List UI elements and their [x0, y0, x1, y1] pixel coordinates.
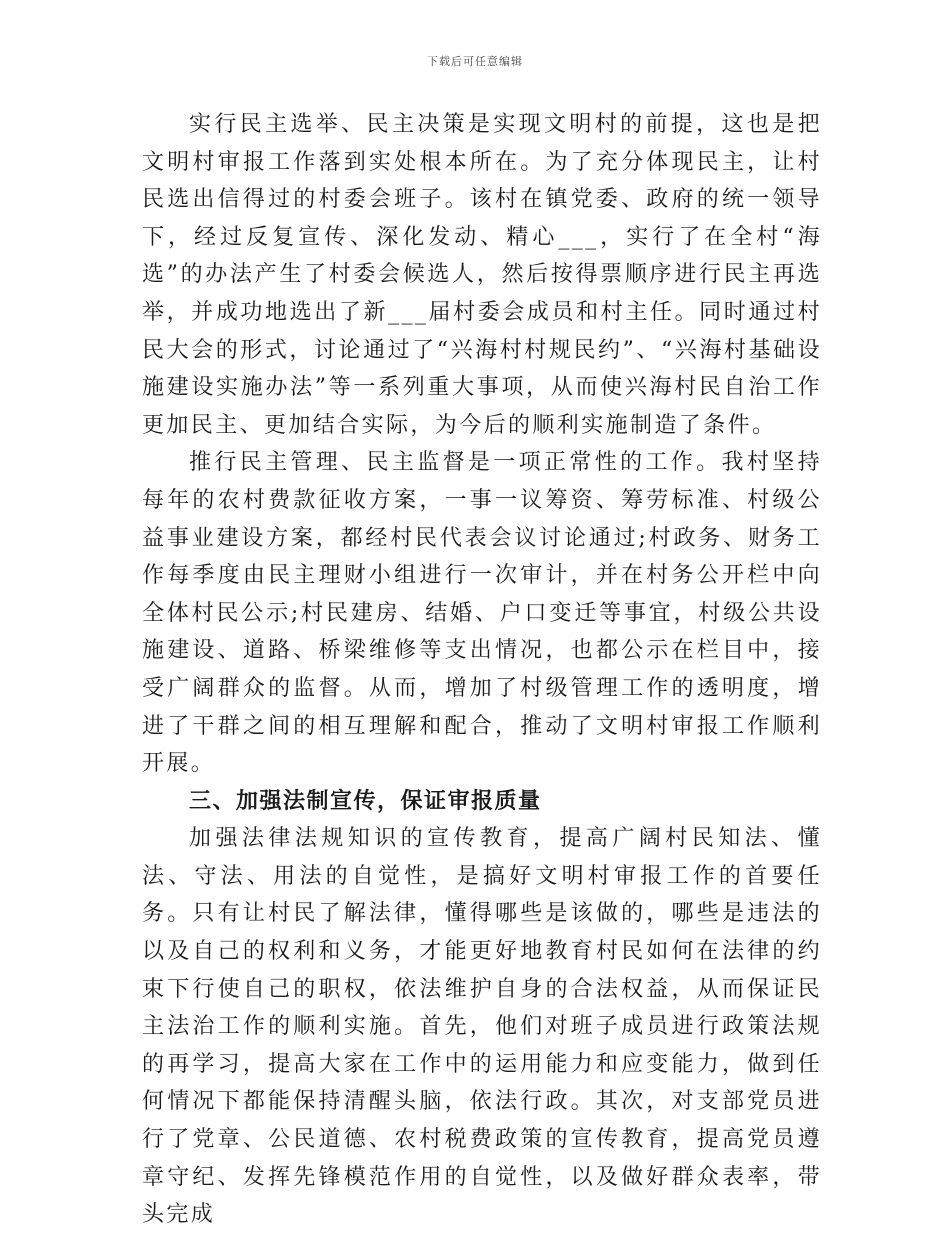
document-body: [142, 106, 822, 1234]
section-heading-legal-publicity: 三、加强法制宣传，保证审报质量: [189, 787, 542, 814]
page-header: 下载后可任意编辑: [427, 55, 523, 68]
paragraph-legal-education: 加强法律法规知识的宣传教育，提高广阔村民知法、懂法、守法、用法的自觉性，是搞好文明村审报工作的首要任务。只有让村民了解法律，懂得哪些是该做的，哪些是违法的以及自己的权利和义务，才能更好地教育村民如何在法律的约束下行使自己的职权，依法维护自身的合法权益，从而保证民主法治工作的顺利实施。首先，他们对班子成员进行政策法规的再学习，提高大家在工作中的运用能力和应变能力，做到任何情况下都能保持清醒头脑，依法行政。其次，对支部党员进行了党章、公民道德、农村税费政策的宣传教育，提高党员遵章守纪、发挥先锋模范作用的自觉性，以及做好群众表率，带头完成: [142, 826, 822, 1228]
paragraph-democratic-election: 实行民主选举、民主决策是实现文明村的前提，这也是把文明村审报工作落到实处根本所在。为了充分体现民主，让村民选出信得过的村委会班子。该村在镇党委、政府的统一领导下，经过反复宣传、深化发动、精心___，实行了在全村“海选”的办法产生了村委会候选人，然后按得票顺序进行民主再选举，并成功地选出了新___届村委会成员和村主任。同时通过村民大会的形式，讨论通过了“兴海村村规民约”、“兴海村基础设施建设实施办法”等一系列重大事项，从而使兴海村民自治工作更加民主、更加结合实际，为今后的顺利实施制造了条件。: [142, 112, 822, 438]
paragraph-democratic-management: 推行民主管理、民主监督是一项正常性的工作。我村坚持每年的农村费款征收方案，一事一议筹资、筹劳标准、村级公益事业建设方案，都经村民代表会议讨论通过;村政务、财务工作每季度由民主理财小组进行一次审计，并在村务公开栏中向全体村民公示;村民建房、结婚、户口变迁等事宜，村级公共设施建设、道路、桥梁维修等支出情况，也都公示在栏目中，接受广阔群众的监督。从而，增加了村级管理工作的透明度，增进了干群之间的相互理解和配合，推动了文明村审报工作顺利开展。: [142, 450, 822, 777]
